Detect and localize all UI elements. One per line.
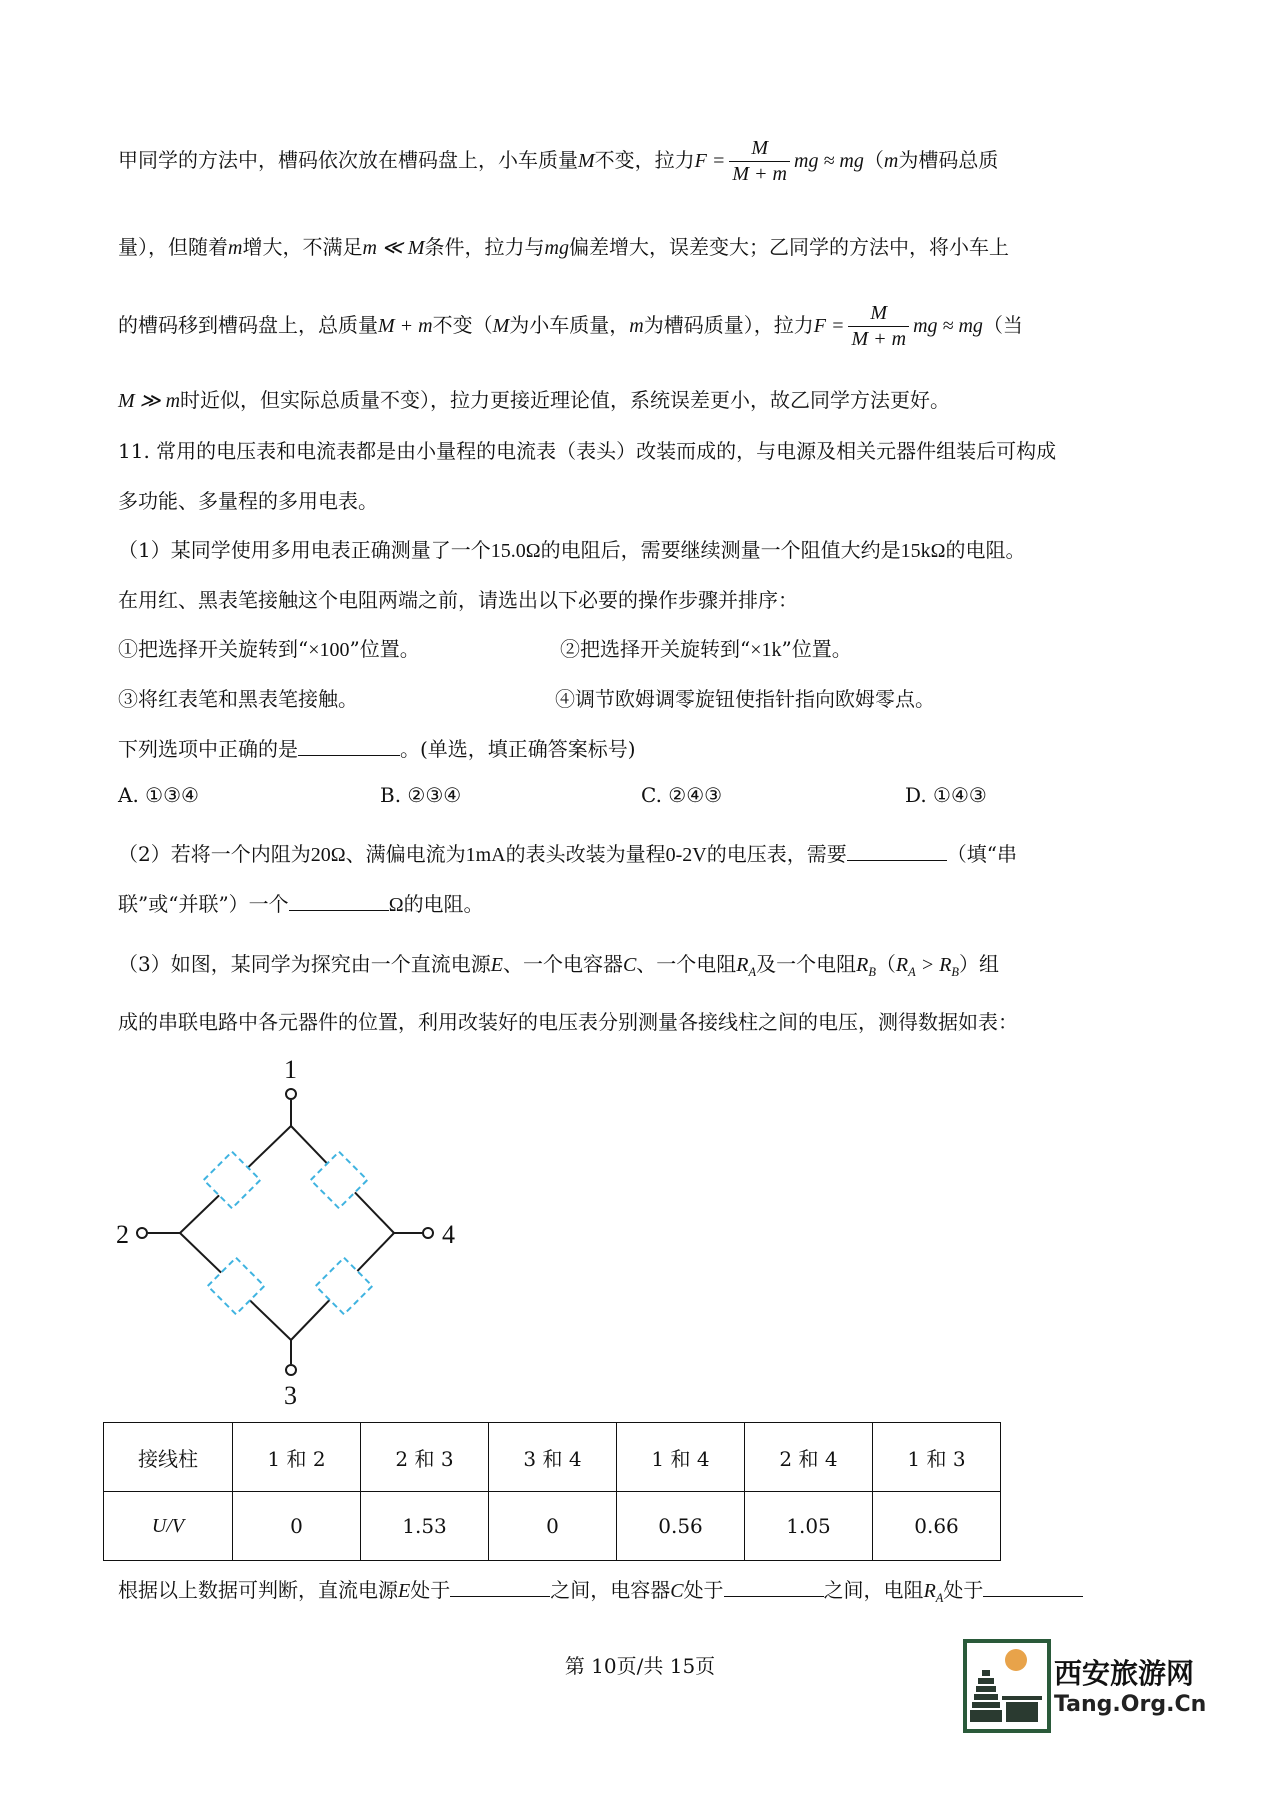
text: 偏差增大，误差变大；乙同学的方法中，将小车上 bbox=[568, 235, 1009, 259]
site-logo bbox=[962, 1638, 1207, 1734]
value: ×1k bbox=[750, 639, 782, 661]
table-header-cell: 1 和 2 bbox=[233, 1423, 361, 1492]
text: 不变，拉力 bbox=[594, 148, 695, 172]
text: 的电阻。 bbox=[403, 892, 484, 916]
var: R bbox=[923, 1580, 936, 1602]
table-cell: 0 bbox=[489, 1492, 617, 1561]
answer-blank-6[interactable] bbox=[983, 1574, 1083, 1597]
var: R bbox=[895, 954, 909, 976]
step-4 bbox=[555, 684, 1115, 714]
table-header-cell: 3 和 4 bbox=[489, 1423, 617, 1492]
logo-name: 西安旅游网 bbox=[1054, 1657, 1195, 1690]
var: mg bbox=[544, 237, 569, 259]
var: C bbox=[670, 1580, 684, 1602]
page-number: 第 10页/共 15页 bbox=[564, 1654, 716, 1678]
table-cell: 0.56 bbox=[617, 1492, 745, 1561]
text: 处于 bbox=[683, 1578, 724, 1602]
var: m bbox=[883, 150, 899, 172]
var: m bbox=[228, 237, 243, 259]
terminal-label-2: 2 bbox=[116, 1220, 129, 1249]
text: 及一个电阻 bbox=[756, 952, 857, 976]
circuit-wires bbox=[148, 1100, 422, 1364]
table-header-cell: 1 和 3 bbox=[873, 1423, 1001, 1492]
terminal-labels bbox=[116, 1055, 455, 1410]
text: ③将红表笔和黑表笔接触。 bbox=[118, 687, 358, 711]
subquestion-1-line-1 bbox=[118, 535, 1168, 566]
text: 、一个电容器 bbox=[502, 952, 623, 976]
text: ”位置。 bbox=[349, 637, 420, 661]
subquestion-1-line-2 bbox=[118, 585, 1168, 615]
text: 处于 bbox=[943, 1578, 984, 1602]
text: （ bbox=[875, 952, 896, 976]
table-cell: 0 bbox=[233, 1492, 361, 1561]
subscript: A bbox=[908, 965, 916, 979]
formula: M + m bbox=[378, 315, 433, 337]
text: 处于 bbox=[410, 1578, 451, 1602]
table-cell: 1.05 bbox=[745, 1492, 873, 1561]
text: 在用红、黑表笔接触这个电阻两端之前，请选出以下必要的操作步骤并排序： bbox=[118, 588, 798, 612]
var: C bbox=[622, 954, 637, 976]
unknown-component-box bbox=[204, 1152, 261, 1209]
var: E bbox=[398, 1580, 411, 1602]
terminal-4 bbox=[423, 1228, 433, 1238]
unknown-component-box bbox=[311, 1152, 368, 1209]
var: m bbox=[629, 315, 644, 337]
option-a: A. ①③④ bbox=[118, 783, 199, 807]
solution-line-2 bbox=[118, 232, 1168, 263]
var: M bbox=[492, 315, 510, 337]
text: 的电阻。 bbox=[945, 538, 1026, 562]
value: 15.0Ω bbox=[490, 540, 541, 562]
subquestion-3-line-2 bbox=[118, 1007, 1168, 1037]
table-row bbox=[104, 1492, 1001, 1561]
voltage-table bbox=[103, 1422, 1001, 1561]
subscript: A bbox=[935, 1591, 944, 1605]
subquestion-3-line-1 bbox=[118, 949, 1168, 987]
text: 。(单选，填正确答案标号) bbox=[400, 737, 636, 761]
text: 不变（ bbox=[432, 313, 493, 337]
text: 的电压表，需要 bbox=[706, 842, 847, 866]
terminal-2 bbox=[137, 1228, 147, 1238]
table-cell: 1.53 bbox=[361, 1492, 489, 1561]
text: 的表头改装为量程 bbox=[505, 842, 666, 866]
text: ”位置。 bbox=[781, 637, 852, 661]
terminal-label-4: 4 bbox=[442, 1220, 455, 1249]
final-question-line bbox=[118, 1574, 1168, 1613]
text: 成的串联电路中各元器件的位置，利用改装好的电压表分别测量各接线柱之间的电压，测得数据如表： bbox=[118, 1010, 1018, 1034]
table-header-cell: 1 和 4 bbox=[617, 1423, 745, 1492]
var: R bbox=[856, 954, 869, 976]
logo-site: Tang.Org.Cn bbox=[1054, 1692, 1207, 1717]
formula: F = bbox=[813, 315, 845, 337]
answer-blank-4[interactable] bbox=[450, 1574, 550, 1597]
question-11-intro-1 bbox=[118, 436, 1168, 466]
operator: > bbox=[915, 954, 940, 976]
text: ④调节欧姆调零旋钮使指针指向欧姆零点。 bbox=[555, 687, 935, 711]
answer-blank-2[interactable] bbox=[847, 838, 947, 861]
option-c: C. ②④③ bbox=[641, 783, 723, 807]
table-header-cell: 2 和 4 bbox=[745, 1423, 873, 1492]
subquestion-2-line-2 bbox=[118, 888, 1168, 920]
answer-blank-3[interactable] bbox=[289, 888, 389, 911]
pagoda-icon bbox=[962, 1638, 1052, 1734]
subscript: B bbox=[868, 965, 876, 979]
text: 多功能、多量程的多用电表。 bbox=[118, 489, 378, 513]
subscript: B bbox=[951, 965, 959, 979]
text: 时近似，但实际总质量不变），拉力更接近理论值，系统误差更小，故乙同学方法更好。 bbox=[180, 388, 951, 412]
wire bbox=[291, 1233, 394, 1340]
subquestion-2-line-1 bbox=[118, 838, 1168, 870]
formula: m ≪ M bbox=[362, 237, 425, 259]
terminal-3 bbox=[286, 1365, 296, 1375]
solution-line-3 bbox=[118, 303, 1168, 350]
formula: F = bbox=[694, 150, 726, 172]
table-header-cell: 接线柱 bbox=[104, 1423, 233, 1492]
terminal-label-1: 1 bbox=[284, 1055, 297, 1084]
text: 之间，电容器 bbox=[550, 1578, 671, 1602]
text: 条件，拉力与 bbox=[424, 235, 545, 259]
var: R bbox=[736, 954, 749, 976]
value: 15kΩ bbox=[900, 540, 946, 562]
terminal-label-3: 3 bbox=[284, 1381, 297, 1410]
choose-prompt bbox=[118, 733, 1168, 764]
wire bbox=[291, 1126, 394, 1233]
value: 20Ω bbox=[310, 844, 346, 866]
solution-line-1 bbox=[118, 138, 1168, 185]
answer-blank-5[interactable] bbox=[724, 1574, 824, 1597]
table-row-label: U/V bbox=[104, 1492, 233, 1561]
text: （1）某同学使用多用电表正确测量了一个 bbox=[118, 538, 491, 562]
question-11-intro-2 bbox=[118, 486, 1168, 516]
value: ×100 bbox=[308, 639, 350, 661]
var: R bbox=[939, 954, 952, 976]
option-b: B. ②③④ bbox=[380, 783, 462, 807]
terminals bbox=[137, 1089, 433, 1375]
text: 下列选项中正确的是 bbox=[118, 737, 298, 761]
text: 为槽码总质 bbox=[898, 148, 999, 172]
text: 11. 常用的电压表和电流表都是由小量程的电流表（表头）改装而成的，与电源及相关元器件组装后可构成 bbox=[118, 439, 1057, 463]
table-cell: 0.66 bbox=[873, 1492, 1001, 1561]
option-d: D. ①④③ bbox=[905, 783, 987, 807]
text: ②把选择开关旋转到“ bbox=[560, 637, 751, 661]
component-boxes bbox=[204, 1152, 373, 1315]
text: 量），但随着 bbox=[118, 235, 228, 259]
text: 、满偏电流为 bbox=[345, 842, 466, 866]
fraction bbox=[729, 138, 790, 185]
solution-line-4 bbox=[118, 385, 1168, 416]
unknown-component-box bbox=[316, 1258, 373, 1315]
denominator: M + m bbox=[851, 328, 907, 350]
denominator: M + m bbox=[732, 163, 787, 185]
numerator: M bbox=[729, 138, 790, 162]
answer-blank-1[interactable] bbox=[298, 733, 400, 756]
text: 根据以上数据可判断，直流电源 bbox=[118, 1578, 398, 1602]
text: ）组 bbox=[958, 952, 999, 976]
unit: Ω bbox=[388, 894, 404, 916]
text: 之间，电阻 bbox=[823, 1578, 924, 1602]
text: （3）如图，某同学为探究由一个直流电源 bbox=[118, 952, 491, 976]
formula: M ≫ m bbox=[118, 390, 181, 412]
text: （填“串 bbox=[946, 842, 1017, 866]
formula: mg ≈ mg bbox=[913, 315, 983, 337]
text: ①把选择开关旋转到“ bbox=[118, 637, 309, 661]
text: （当 bbox=[982, 313, 1023, 337]
table-header-cell: 2 和 3 bbox=[361, 1423, 489, 1492]
text: （ bbox=[863, 148, 884, 172]
terminal-1 bbox=[286, 1089, 296, 1099]
text: 联”或“并联”）一个 bbox=[118, 892, 289, 916]
numerator: M bbox=[848, 303, 909, 327]
step-2 bbox=[560, 634, 1080, 665]
var: E bbox=[490, 954, 503, 976]
text: 的槽码移到槽码盘上，总质量 bbox=[118, 313, 378, 337]
subscript: A bbox=[748, 965, 757, 979]
text: （2）若将一个内阻为 bbox=[118, 842, 311, 866]
wire bbox=[180, 1126, 291, 1233]
value: 1mA bbox=[465, 844, 506, 866]
wire bbox=[180, 1233, 291, 1340]
text: 的电阻后，需要继续测量一个阻值大约是 bbox=[540, 538, 901, 562]
text: 增大，不满足 bbox=[242, 235, 363, 259]
formula: mg ≈ mg bbox=[794, 150, 864, 172]
text: 为槽码质量），拉力 bbox=[643, 313, 814, 337]
table-header-row bbox=[104, 1423, 1001, 1492]
value: 0-2V bbox=[665, 844, 707, 866]
text: 、一个电阻 bbox=[636, 952, 737, 976]
var: M bbox=[578, 150, 595, 172]
fraction bbox=[848, 303, 909, 350]
unknown-component-box bbox=[208, 1258, 265, 1315]
text: 甲同学的方法中，槽码依次放在槽码盘上，小车质量 bbox=[118, 148, 578, 172]
text: 为小车质量， bbox=[509, 313, 630, 337]
